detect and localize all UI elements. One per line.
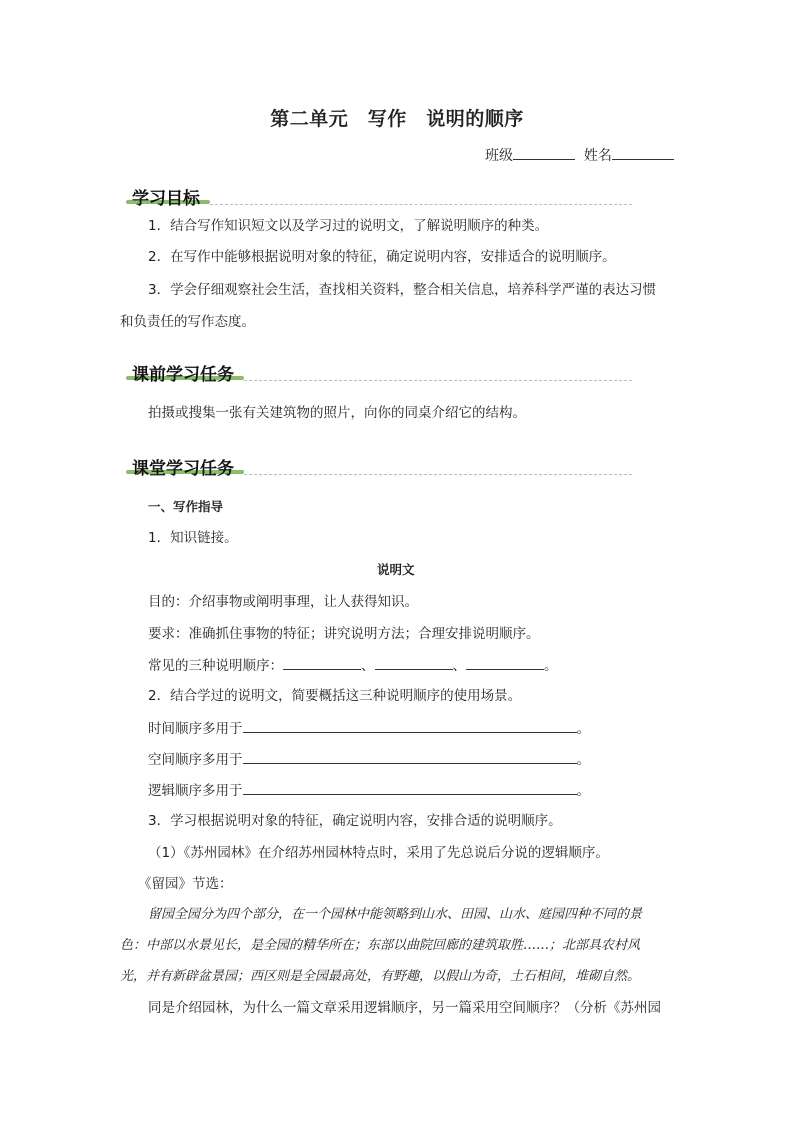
excerpt-label: 《留园》节选：: [138, 876, 233, 892]
goals-heading: 学习目标: [132, 189, 200, 209]
requirement-line: 要求：准确抓住事物的特征；讲究说明方法；合理安排说明顺序。: [148, 626, 540, 642]
order-blank-1[interactable]: [283, 655, 361, 670]
suzhou-gardens-item: （1）《苏州园林》在介绍苏州园林特点时，采用了先总说后分说的逻辑顺序。: [148, 845, 609, 861]
page-title: 第二单元 写作 说明的顺序: [270, 108, 524, 130]
excerpt-line-1: 留园全园分为四个部分，在一个园林中能领略到山水、田园、山水、庭园四种不同的景: [148, 907, 643, 922]
excerpt-line-2: 色：中部以水景见长，是全园的精华所在；东部以曲院回廊的建筑取胜……；北部具农村风: [120, 938, 641, 953]
space-order-line: [148, 749, 590, 770]
period: 。: [544, 658, 558, 674]
common-orders-label: 常见的三种说明顺序：: [148, 658, 283, 674]
order-blank-3[interactable]: [466, 655, 544, 670]
separator: 、: [452, 658, 466, 674]
logic-order-line: [148, 780, 590, 801]
comparison-question: 同是介绍园林，为什么一篇文章采用逻辑顺序，另一篇采用空间顺序？（分析《苏州园: [148, 1000, 661, 1016]
pre-class-heading: 课前学习任务: [132, 365, 234, 385]
name-label: 姓名: [583, 148, 612, 164]
space-order-label: 空间顺序多用于: [148, 752, 243, 768]
goal-item-3: 3．学会仔细观察社会生活，查找相关资料，整合相关信息，培养科学严谨的表达习惯: [148, 282, 657, 298]
period: 。: [576, 752, 590, 768]
knowledge-link: 1．知识链接。: [148, 530, 238, 546]
time-order-blank[interactable]: [243, 718, 577, 733]
logic-order-label: 逻辑顺序多用于: [148, 783, 243, 799]
time-order-line: [148, 718, 590, 739]
arrangement-item: 3．学习根据说明对象的特征，确定说明内容，安排合适的说明顺序。: [148, 813, 562, 829]
purpose-line: 目的：介绍事物或阐明事理，让人获得知识。: [148, 594, 418, 610]
goal-item-2: 2．在写作中能够根据说明对象的特征，确定说明内容，安排适合的说明顺序。: [148, 249, 616, 265]
pre-class-task: 拍摄或搜集一张有关建筑物的照片，向你的同桌介绍它的结构。: [148, 405, 526, 421]
excerpt-line-3: 光，并有新辟盆景园；西区则是全园最高处，有野趣，以假山为奇，土石相间，堆砌自然。: [120, 969, 641, 984]
period: 。: [576, 721, 590, 737]
class-blank[interactable]: [513, 145, 575, 160]
class-label: 班级: [485, 148, 513, 164]
period: 。: [576, 783, 590, 799]
goal-item-1: 1．结合写作知识短文以及学习过的说明文，了解说明顺序的种类。: [148, 218, 549, 234]
box-title: 说明文: [377, 562, 415, 577]
usage-scenarios-item: 2．结合学过的说明文，简要概括这三种说明顺序的使用场景。: [148, 688, 522, 704]
logic-order-blank[interactable]: [243, 780, 577, 795]
goals-rule: [210, 204, 632, 205]
order-blank-2[interactable]: [375, 655, 453, 670]
in-class-heading: 课堂学习任务: [132, 459, 234, 479]
goal-item-3-cont: 和负责任的写作态度。: [120, 314, 255, 330]
name-blank[interactable]: [612, 145, 674, 160]
writing-guide-heading: 一、写作指导: [148, 499, 224, 514]
time-order-label: 时间顺序多用于: [148, 721, 243, 737]
common-orders-line: [148, 655, 558, 676]
in-class-rule: [244, 474, 632, 475]
space-order-blank[interactable]: [243, 749, 577, 764]
separator: 、: [361, 658, 375, 674]
class-name-line: [485, 145, 674, 165]
pre-class-rule: [244, 380, 632, 381]
